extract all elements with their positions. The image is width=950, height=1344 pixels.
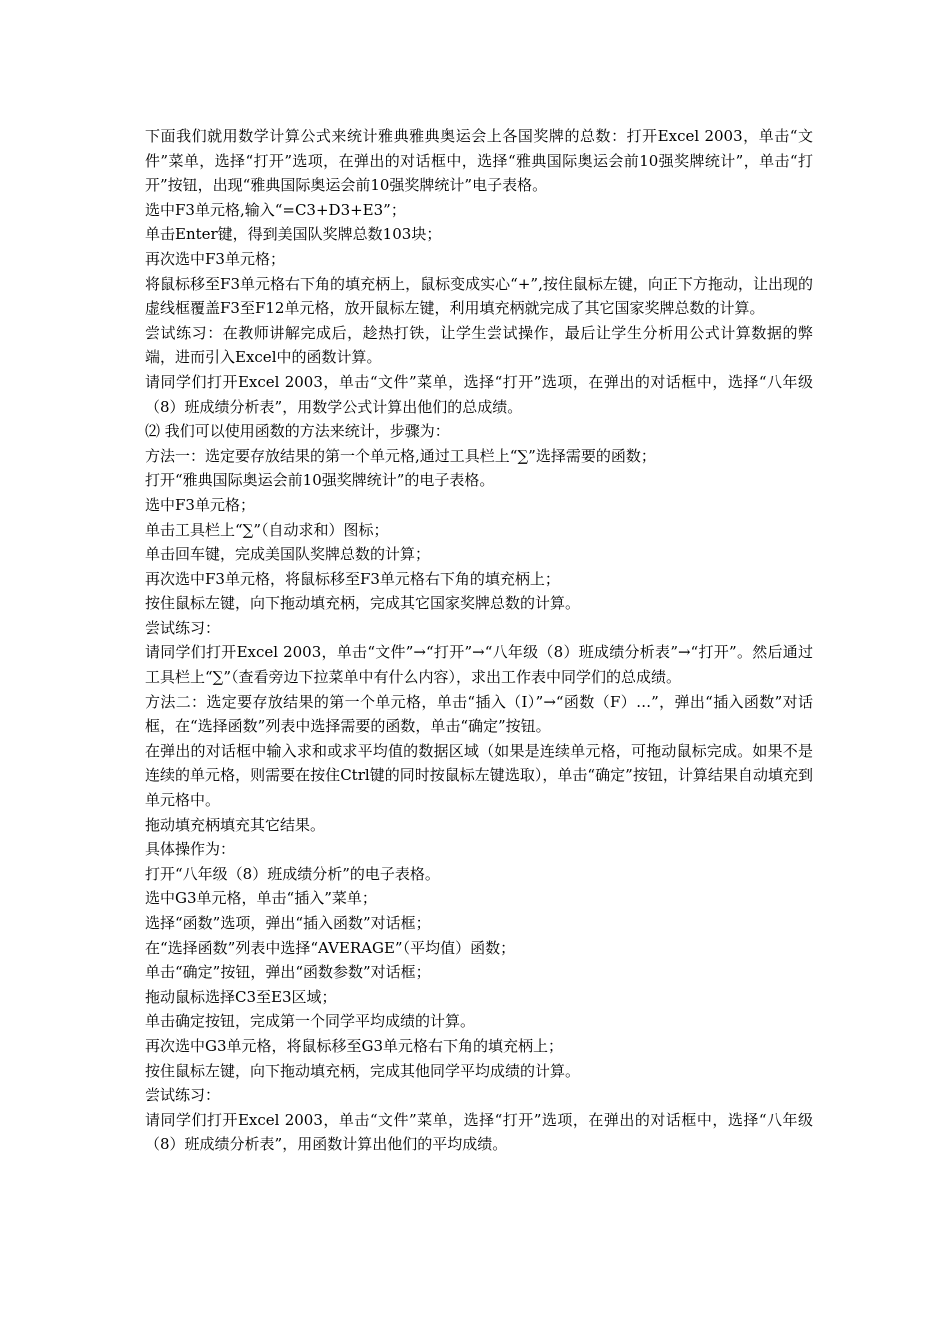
paragraph-drag-average: 按住鼠标左键，向下拖动填充柄，完成其他同学平均成绩的计算。	[145, 1061, 581, 1080]
paragraph-first-average: 单击确定按钮，完成第一个同学平均成绩的计算。	[145, 1012, 476, 1031]
paragraph-method-two: 方法二：选定要存放结果的第一个单元格，单击“插入（I）”→“函数（F）…”，弹出“插入函数”对话框，在“选择函数”列表中选择需要的函数，单击“确定”按钮。	[145, 692, 813, 736]
paragraph-press-enter: 单击Enter键，得到美国队奖牌总数103块；	[145, 225, 442, 244]
paragraph-practice-intro-functions: 尝试练习：在教师讲解完成后，趁热打铁，让学生尝试操作，最后让学生分析用公式计算数据的弊端，进而引入Excel中的函数计算。	[145, 323, 813, 367]
paragraph-move-to-fill-handle: 再次选中F3单元格，将鼠标移至F3单元格右下角的填充柄上；	[145, 569, 560, 588]
paragraph-open-medal-sheet: 打开“雅典国际奥运会前10强奖牌统计”的电子表格。	[145, 471, 495, 490]
paragraph-choose-average: 在“选择函数”列表中选择“AVERAGE”（平均值）函数；	[145, 938, 516, 957]
paragraph-press-return: 单击回车键，完成美国队奖牌总数的计算；	[145, 545, 431, 564]
paragraph-select-c3-e3: 拖动鼠标选择C3至E3区域；	[145, 987, 337, 1006]
paragraph-enter-data-range: 在弹出的对话框中输入求和或求平均值的数据区域（如果是连续单元格，可拖动鼠标完成。如果不是连续的单元格，则需要在按住Ctrl键的同时按鼠标左键选取），单击“确定”按钮，计算结果自动填充到单元格中。	[145, 741, 813, 810]
paragraph-drag-fill-handle: 按住鼠标左键，向下拖动填充柄，完成其它国家奖牌总数的计算。	[145, 594, 581, 613]
paragraph-reselect-g3: 再次选中G3单元格，将鼠标移至G3单元格右下角的填充柄上；	[145, 1036, 564, 1055]
paragraph-fill-handle-drag: 将鼠标移至F3单元格右下角的填充柄上，鼠标变成实心“+”,按住鼠标左键，向正下方拖动，让出现的虚线框覆盖F3至F12单元格，放开鼠标左键，利用填充柄就完成了其它国家奖牌总数的计算。	[145, 274, 813, 318]
paragraph-select-f3: 选中F3单元格；	[145, 495, 255, 514]
paragraph-reselect-f3: 再次选中F3单元格；	[145, 249, 285, 268]
paragraph-open-medal-file: 下面我们就用数学计算公式来统计雅典雅典奥运会上各国奖牌的总数：打开Excel 2003，单击“文件”菜单，选择“打开”选项，在弹出的对话框中，选择“雅典国际奥运会前10强奖牌统计”，单击“打开”按钮，出现“雅典国际奥运会前10强奖牌统计”电子表格。	[145, 127, 813, 195]
paragraph-choose-function-option: 选择“函数”选项，弹出“插入函数”对话框；	[145, 914, 431, 932]
paragraph-practice-label-2: 尝试练习：	[145, 1086, 221, 1105]
paragraph-practice-autosum: 请同学们打开Excel 2003，单击“文件”→“打开”→“八年级（8）班成绩分析表”→“打开”。然后通过工具栏上“∑”（查看旁边下拉菜单中有什么内容），求出工作表中同学们的总成绩。	[145, 643, 813, 687]
paragraph-open-score-sheet: 打开“八年级（8）班成绩分析”的电子表格。	[145, 864, 440, 883]
paragraph-method-one: 方法一：选定要存放结果的第一个单元格,通过工具栏上“∑”选择需要的函数；	[145, 446, 656, 465]
paragraph-steps-heading: 具体操作为：	[145, 840, 236, 859]
paragraph-function-method-heading: ⑵ 我们可以使用函数的方法来统计，步骤为：	[145, 422, 450, 441]
paragraph-practice-average: 请同学们打开Excel 2003，单击“文件”菜单，选择“打开”选项，在弹出的对话框中，选择“八年级（8）班成绩分析表”，用函数计算出他们的平均成绩。	[145, 1110, 813, 1154]
paragraph-practice-label-1: 尝试练习：	[145, 618, 221, 637]
paragraph-select-g3-insert: 选中G3单元格，单击“插入”菜单；	[145, 889, 377, 908]
paragraph-click-ok-arguments: 单击“确定”按钮，弹出“函数参数”对话框；	[145, 963, 431, 982]
paragraph-practice-total-score: 请同学们打开Excel 2003，单击“文件”菜单，选择“打开”选项，在弹出的对话框中，选择“八年级（8）班成绩分析表”，用数学公式计算出他们的总成绩。	[145, 372, 813, 416]
paragraph-click-autosum: 单击工具栏上“∑”（自动求和）图标；	[145, 520, 389, 539]
paragraph-fill-other-results: 拖动填充柄填充其它结果。	[145, 815, 326, 834]
paragraph-select-f3-formula: 选中F3单元格,输入“=C3+D3+E3”；	[145, 200, 406, 219]
document-body	[145, 124, 813, 1157]
